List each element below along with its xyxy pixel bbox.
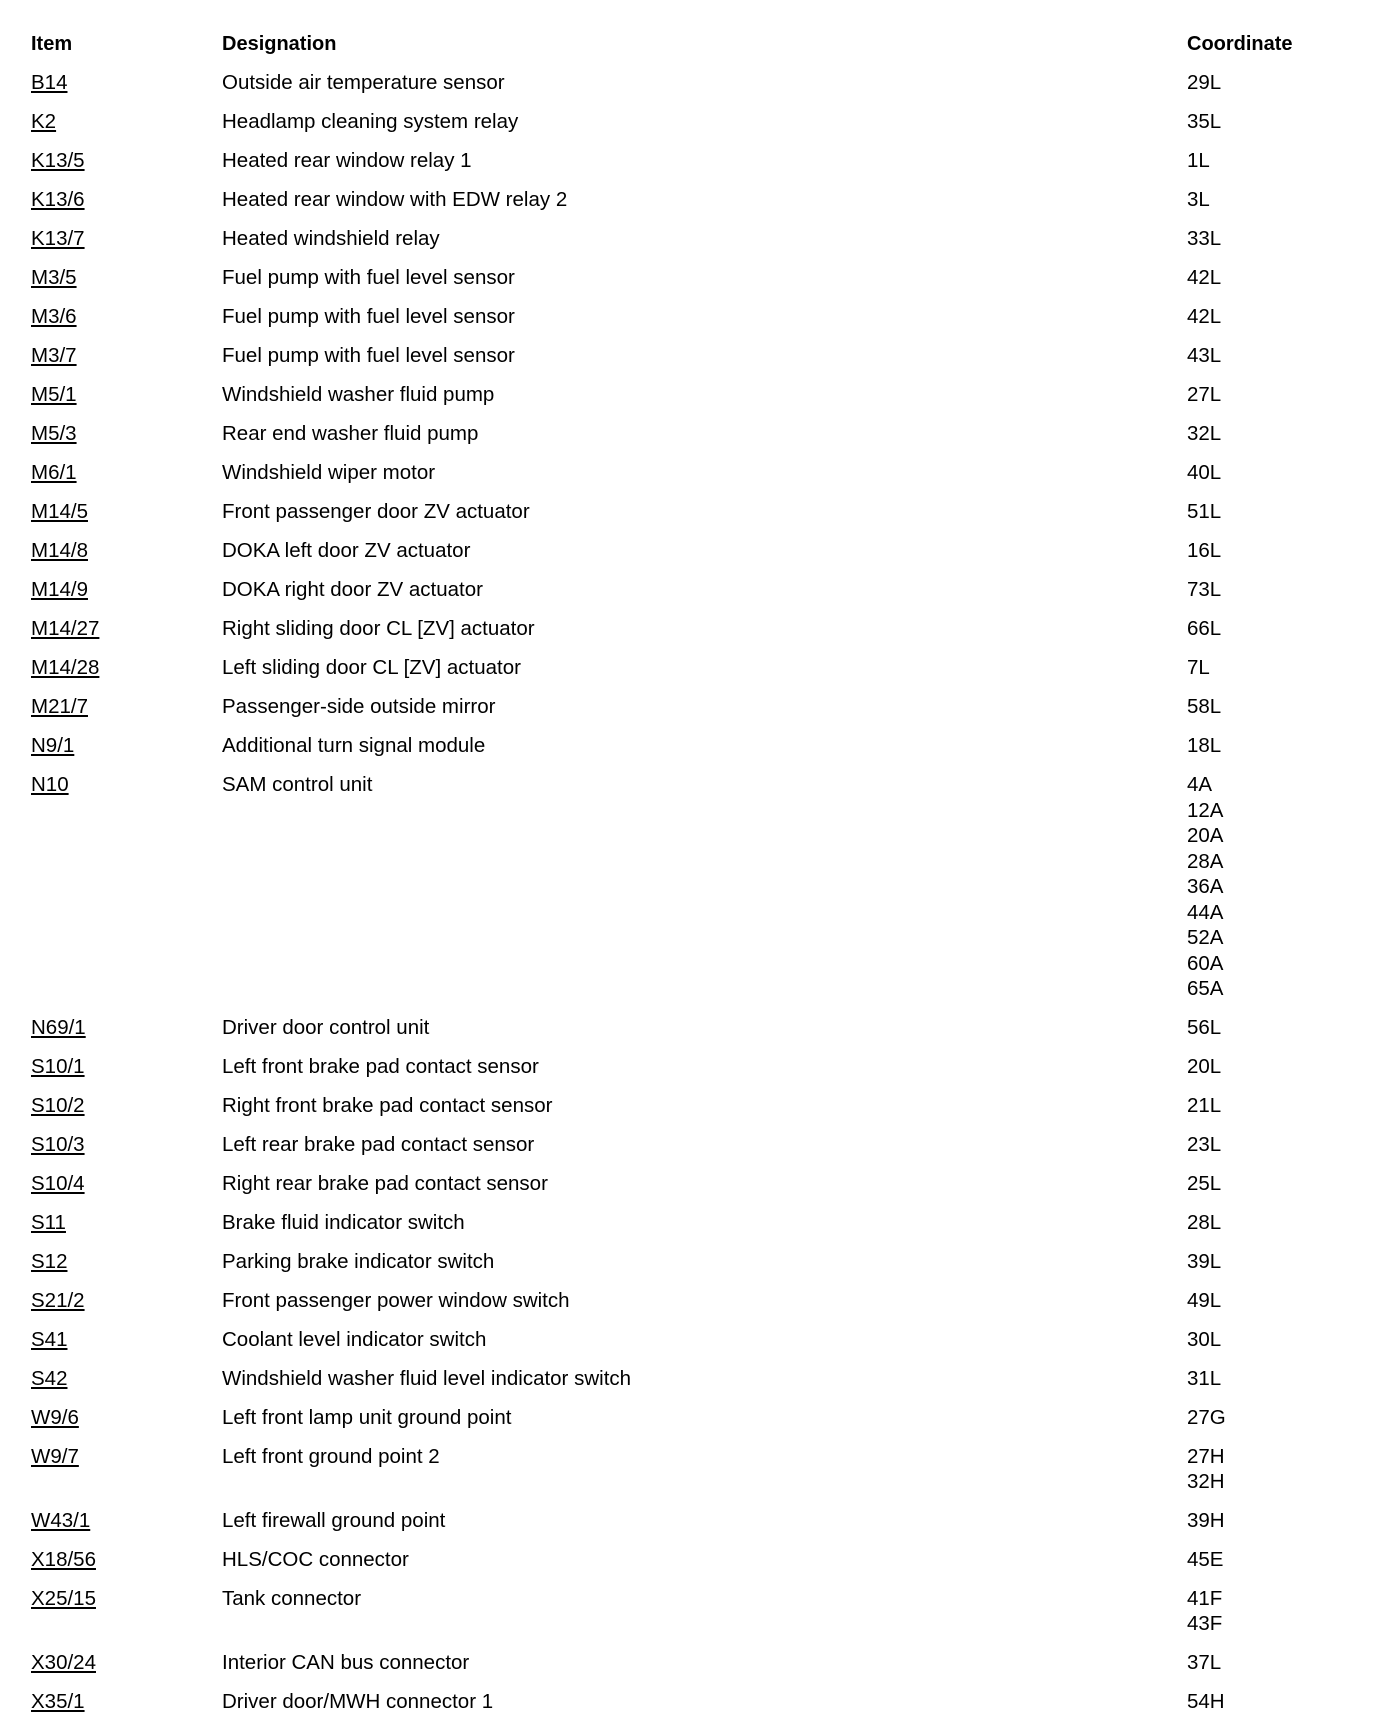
table-row (31, 460, 1300, 499)
item-cell (31, 1093, 211, 1119)
item-link[interactable]: K13/7 (31, 227, 85, 250)
coordinate-cell (1187, 1093, 1287, 1132)
coordinate-value: 33L (1187, 227, 1222, 250)
table-row (31, 1586, 1300, 1650)
item-cell (31, 187, 211, 213)
coordinate-cell (1187, 1405, 1287, 1444)
coordinate-value: 3L (1187, 188, 1210, 211)
item-cell (31, 226, 211, 252)
table-row (31, 1327, 1300, 1366)
designation-cell: Tank connector (222, 1586, 362, 1610)
coordinate-value: 42L (1187, 266, 1222, 289)
table-row (31, 304, 1300, 343)
item-cell (31, 1650, 211, 1676)
designation-cell: Rear end washer fluid pump (222, 422, 479, 445)
coordinate-value: 39H (1187, 1508, 1225, 1532)
item-link[interactable]: M14/27 (31, 617, 100, 640)
item-link[interactable]: S10/2 (31, 1093, 85, 1117)
coordinate-cell (1187, 1508, 1287, 1547)
designation-cell: Left front brake pad contact sensor (222, 1054, 539, 1078)
item-link[interactable]: S12 (31, 1249, 68, 1273)
item-cell (31, 304, 211, 330)
item-cell (31, 148, 211, 174)
designation-cell: Driver door/MWH connector 1 (222, 1689, 494, 1713)
item-link[interactable]: S42 (31, 1366, 68, 1390)
item-link[interactable]: N69/1 (31, 1015, 86, 1039)
item-link[interactable]: M14/5 (31, 500, 88, 523)
item-link[interactable]: S41 (31, 1327, 68, 1351)
table-row (31, 1054, 1300, 1093)
coordinate-value: 45E (1187, 1547, 1224, 1571)
item-link[interactable]: S21/2 (31, 1288, 85, 1312)
item-cell (31, 538, 211, 564)
coordinate-value: 39L (1187, 1249, 1222, 1273)
table-row (31, 1508, 1300, 1547)
coordinate-cell (1187, 499, 1287, 538)
coordinate-value: 43L (1187, 344, 1222, 367)
coordinate-cell (1187, 1689, 1287, 1728)
table-row (31, 772, 1300, 1015)
table-row (31, 1132, 1300, 1171)
coordinate-value: 25L (1187, 1171, 1222, 1195)
designation-cell: Right rear brake pad contact sensor (222, 1171, 548, 1195)
coordinate-value: 27H (1187, 1444, 1225, 1468)
coordinate-value: 32L (1187, 422, 1222, 445)
coordinate-value: 4A (1187, 773, 1213, 796)
coordinate-value: 7L (1187, 656, 1210, 679)
coordinate-value: 32H (1187, 1470, 1225, 1493)
item-cell (31, 1249, 211, 1275)
item-link[interactable]: W9/6 (31, 1405, 79, 1429)
coordinate-value: 60A (1187, 951, 1224, 975)
designation-cell: Headlamp cleaning system relay (222, 110, 519, 133)
item-cell (31, 1015, 211, 1041)
table-row (31, 1366, 1300, 1405)
table-row (31, 109, 1300, 148)
coordinate-cell (1187, 1288, 1287, 1327)
designation-cell: Parking brake indicator switch (222, 1249, 495, 1273)
coordinate-value: 65A (1187, 977, 1224, 1000)
coordinate-cell (1187, 1650, 1287, 1689)
table-row (31, 148, 1300, 187)
table-row (31, 382, 1300, 421)
coordinate-cell (1187, 694, 1287, 733)
designation-cell: HLS/COC connector (222, 1547, 409, 1571)
designation-cell: Fuel pump with fuel level sensor (222, 266, 515, 289)
designation-cell: Heated windshield relay (222, 227, 440, 250)
item-link[interactable]: M14/8 (31, 539, 88, 562)
coordinate-cell (1187, 304, 1287, 343)
item-link[interactable]: W9/7 (31, 1444, 79, 1468)
item-cell (31, 655, 211, 681)
item-cell (31, 1054, 211, 1080)
item-cell (31, 1405, 211, 1431)
item-link[interactable]: W43/1 (31, 1508, 91, 1532)
table-row (31, 421, 1300, 460)
table-row (31, 226, 1300, 265)
item-cell (31, 1132, 211, 1158)
designation-cell: Left front lamp unit ground point (222, 1405, 512, 1429)
item-cell (31, 1171, 211, 1197)
item-link[interactable]: N10 (31, 773, 69, 796)
designation-cell: Additional turn signal module (222, 734, 486, 757)
coordinate-cell (1187, 1547, 1287, 1586)
designation-cell: Windshield wiper motor (222, 461, 436, 484)
table-header (31, 32, 1300, 56)
item-link[interactable]: X18/56 (31, 1547, 96, 1571)
item-cell (31, 1689, 211, 1715)
coordinate-cell (1187, 1366, 1287, 1405)
coordinate-cell (1187, 109, 1287, 148)
coordinate-value: 44A (1187, 900, 1224, 924)
coordinate-cell (1187, 265, 1287, 304)
coordinate-cell (1187, 1327, 1287, 1366)
item-cell (31, 382, 211, 408)
coordinate-value: 43F (1187, 1612, 1223, 1635)
designation-cell: Windshield washer fluid pump (222, 383, 495, 406)
designation-cell: SAM control unit (222, 773, 373, 796)
table-row (31, 1249, 1300, 1288)
coordinate-cell (1187, 616, 1287, 655)
coordinate-value: 1L (1187, 149, 1210, 172)
item-cell (31, 733, 211, 759)
coordinate-cell (1187, 772, 1287, 1015)
table-row (31, 1547, 1300, 1586)
coordinate-value: 20L (1187, 1054, 1222, 1078)
item-cell (31, 421, 211, 447)
item-link[interactable]: M21/7 (31, 695, 88, 718)
designation-cell: Driver door control unit (222, 1015, 430, 1039)
designation-cell: Heated rear window relay 1 (222, 149, 472, 172)
coordinate-cell (1187, 655, 1287, 694)
item-cell (31, 1327, 211, 1353)
designation-cell: Front passenger door ZV actuator (222, 500, 530, 523)
coordinate-value: 21L (1187, 1093, 1222, 1117)
coordinate-value: 42L (1187, 305, 1222, 328)
coordinate-cell (1187, 148, 1287, 187)
coordinate-cell (1187, 733, 1287, 772)
item-link[interactable]: M3/7 (31, 344, 77, 367)
coordinate-value: 73L (1187, 578, 1222, 601)
item-link[interactable]: X25/15 (31, 1586, 96, 1610)
item-cell (31, 616, 211, 642)
table-row (31, 1444, 1300, 1508)
item-link[interactable]: M5/3 (31, 422, 77, 445)
coordinate-cell (1187, 1132, 1287, 1171)
table-row (31, 187, 1300, 226)
item-cell (31, 109, 211, 135)
item-cell (31, 1508, 211, 1534)
designation-cell: Fuel pump with fuel level sensor (222, 344, 515, 367)
coordinate-value: 56L (1187, 1015, 1222, 1039)
coordinate-value: 18L (1187, 734, 1222, 757)
coordinate-value: 54H (1187, 1689, 1225, 1713)
coordinate-value: 30L (1187, 1327, 1222, 1351)
item-link[interactable]: K13/5 (31, 149, 85, 172)
table-row (31, 1171, 1300, 1210)
item-link[interactable]: X35/1 (31, 1689, 85, 1713)
table-row (31, 538, 1300, 577)
item-link[interactable]: M3/5 (31, 266, 77, 289)
coordinate-cell (1187, 226, 1287, 265)
item-link[interactable]: M14/9 (31, 578, 88, 601)
item-cell (31, 772, 211, 798)
item-link[interactable]: M14/28 (31, 656, 100, 679)
designation-cell: DOKA right door ZV actuator (222, 578, 483, 601)
coordinate-value: 41F (1187, 1586, 1223, 1610)
table-row (31, 343, 1300, 382)
coordinate-cell (1187, 577, 1287, 616)
coordinate-value: 52A (1187, 926, 1224, 949)
item-link[interactable]: N9/1 (31, 734, 75, 757)
designation-cell: Brake fluid indicator switch (222, 1210, 465, 1234)
designation-cell: Heated rear window with EDW relay 2 (222, 188, 568, 211)
coordinate-value: 29L (1187, 71, 1222, 94)
coordinate-cell (1187, 1586, 1287, 1650)
item-link[interactable]: S11 (31, 1210, 66, 1234)
designation-cell: Outside air temperature sensor (222, 71, 505, 94)
item-cell (31, 577, 211, 603)
coordinate-value: 36A (1187, 875, 1224, 898)
designation-cell: Right front brake pad contact sensor (222, 1093, 553, 1117)
designation-cell: Left rear brake pad contact sensor (222, 1132, 535, 1156)
designation-cell: Left front ground point 2 (222, 1444, 440, 1468)
item-link[interactable]: S10/1 (31, 1054, 85, 1078)
table-row (31, 1210, 1300, 1249)
item-link[interactable]: S10/4 (31, 1171, 85, 1195)
item-link[interactable]: M5/1 (31, 383, 77, 406)
coordinate-value: 23L (1187, 1132, 1222, 1156)
item-cell (31, 1210, 211, 1236)
coordinate-value: 40L (1187, 461, 1222, 484)
item-cell (31, 694, 211, 720)
item-link[interactable]: S10/3 (31, 1132, 85, 1156)
table-row (31, 70, 1300, 109)
coordinate-value: 16L (1187, 539, 1222, 562)
designation-cell: Front passenger power window switch (222, 1288, 570, 1312)
header-coordinate: Coordinate (1187, 33, 1293, 55)
item-link[interactable]: B14 (31, 71, 68, 94)
coordinate-value: 37L (1187, 1650, 1222, 1674)
table-body (31, 70, 1300, 1728)
header-designation: Designation (222, 33, 337, 55)
coordinate-cell (1187, 1054, 1287, 1093)
table-row (31, 265, 1300, 304)
coordinate-value: 27L (1187, 383, 1222, 406)
item-link[interactable]: M3/6 (31, 305, 77, 328)
coordinate-cell (1187, 187, 1287, 226)
item-cell (31, 1547, 211, 1573)
coordinate-value: 51L (1187, 500, 1222, 523)
item-cell (31, 70, 211, 96)
designation-cell: Left sliding door CL [ZV] actuator (222, 656, 521, 679)
coordinate-cell (1187, 538, 1287, 577)
coordinate-cell (1187, 1444, 1287, 1508)
item-cell (31, 1444, 211, 1470)
designation-cell: Right sliding door CL [ZV] actuator (222, 617, 535, 640)
coordinate-value: 66L (1187, 617, 1222, 640)
item-cell (31, 499, 211, 525)
coordinate-value: 12A (1187, 798, 1224, 822)
coordinate-cell (1187, 421, 1287, 460)
item-link[interactable]: X30/24 (31, 1650, 96, 1674)
item-cell (31, 1288, 211, 1314)
item-cell (31, 1586, 211, 1612)
table-row (31, 1689, 1300, 1728)
coordinate-value: 35L (1187, 110, 1222, 133)
designation-cell: Coolant level indicator switch (222, 1327, 487, 1351)
coordinate-cell (1187, 1249, 1287, 1288)
coordinate-value: 31L (1187, 1366, 1222, 1390)
item-cell (31, 343, 211, 369)
header-item: Item (31, 33, 73, 55)
table-row (31, 499, 1300, 538)
coordinate-value: 28L (1187, 1210, 1222, 1234)
coordinate-value: 28A (1187, 849, 1224, 873)
table-row (31, 577, 1300, 616)
designation-cell: Windshield washer fluid level indicator switch (222, 1366, 632, 1390)
designation-cell: Left firewall ground point (222, 1508, 446, 1532)
coordinate-value: 49L (1187, 1288, 1222, 1312)
item-link[interactable]: K2 (31, 110, 57, 133)
table-row (31, 1405, 1300, 1444)
designation-cell: Interior CAN bus connector (222, 1650, 470, 1674)
coordinate-cell (1187, 1210, 1287, 1249)
item-link[interactable]: K13/6 (31, 188, 85, 211)
table-row (31, 1288, 1300, 1327)
coordinate-cell (1187, 343, 1287, 382)
coordinate-value: 20A (1187, 824, 1224, 847)
coordinate-cell (1187, 382, 1287, 421)
table-row (31, 1093, 1300, 1132)
table-row (31, 655, 1300, 694)
table-row (31, 694, 1300, 733)
coordinate-cell (1187, 1171, 1287, 1210)
coordinate-value: 27G (1187, 1405, 1226, 1429)
designation-cell: Fuel pump with fuel level sensor (222, 305, 515, 328)
table-row (31, 1015, 1300, 1054)
item-cell (31, 265, 211, 291)
coordinate-cell (1187, 1015, 1287, 1054)
designation-cell: Passenger-side outside mirror (222, 695, 496, 718)
coordinate-cell (1187, 70, 1287, 109)
item-link[interactable]: M6/1 (31, 461, 77, 484)
item-cell (31, 1366, 211, 1392)
item-cell (31, 460, 211, 486)
designation-cell: DOKA left door ZV actuator (222, 539, 471, 562)
table-row (31, 733, 1300, 772)
table-row (31, 616, 1300, 655)
coordinate-cell (1187, 460, 1287, 499)
table-row (31, 1650, 1300, 1689)
coordinate-value: 58L (1187, 695, 1222, 718)
